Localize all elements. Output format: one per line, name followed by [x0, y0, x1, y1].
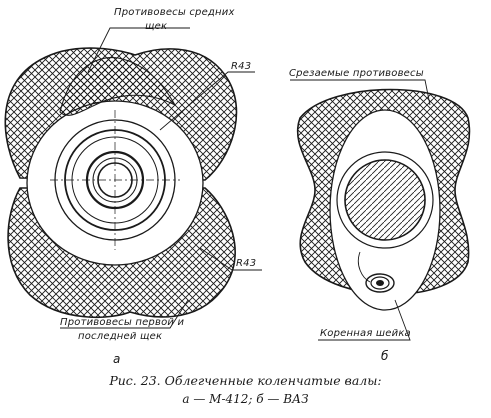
oil-hole-inner — [376, 280, 384, 286]
label-first-last-counterweights-1: Противовесы первой и — [60, 317, 185, 328]
label-radius-top: R43 — [231, 61, 252, 72]
label-cut-counterweights: Срезаемые противовесы — [289, 68, 424, 79]
label-main-journal: Коренная шейка — [320, 328, 411, 339]
figure-caption-line1: Рис. 23. Облегченные коленчатые валы: — [109, 373, 382, 388]
right-crank-figure — [290, 80, 469, 340]
sub-label-a: а — [113, 352, 121, 366]
crank-pin — [345, 160, 425, 240]
label-first-last-counterweights-2: последней щек — [78, 331, 163, 342]
label-middle-counterweights-2: щек — [145, 21, 168, 32]
label-middle-counterweights-1: Противовесы средних — [114, 7, 235, 18]
left-crank-figure — [5, 28, 262, 328]
sub-label-b: б — [381, 349, 389, 363]
label-radius-bottom: R43 — [236, 258, 257, 269]
figure-caption-line2: а — М-412; б — ВАЗ — [182, 392, 309, 406]
